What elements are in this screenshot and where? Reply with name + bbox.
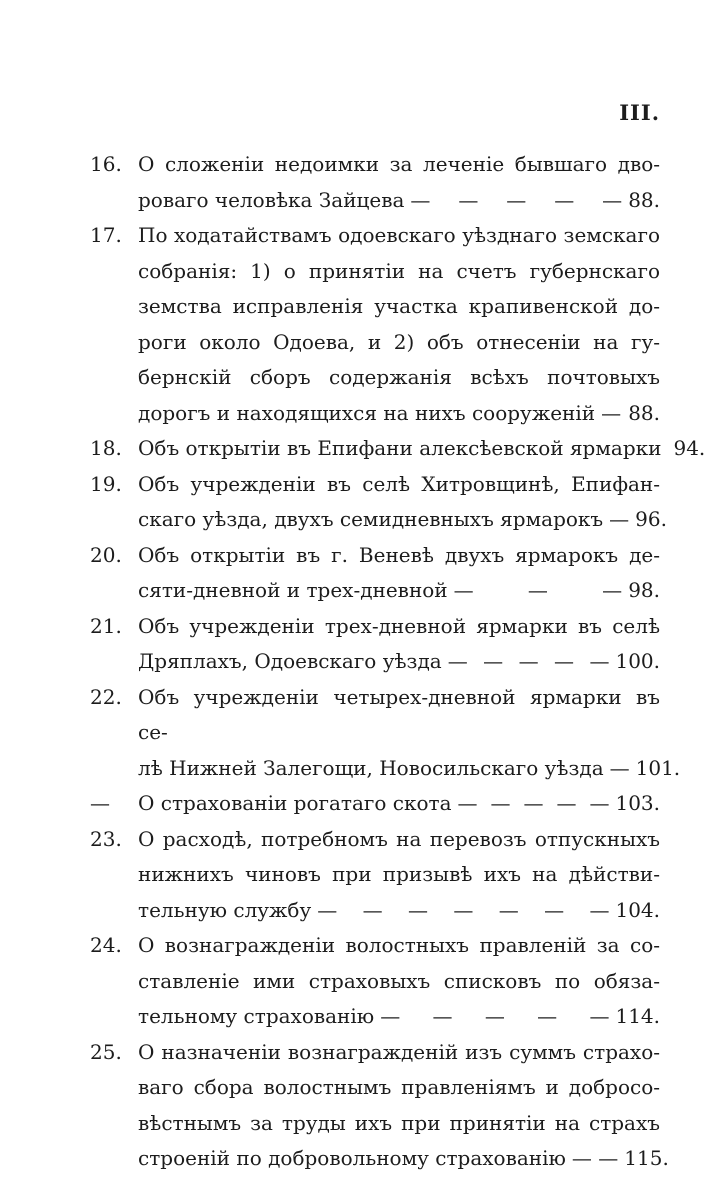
entry-text-line: лѣ Нижней Залегощи, Новосильскаго уѣзда [138, 755, 604, 780]
toc-entry [90, 467, 667, 538]
toc-entry [90, 538, 660, 609]
toc-entry [90, 609, 660, 680]
toc-entry [90, 822, 660, 929]
toc-entry [90, 786, 660, 822]
toc-entry [90, 1035, 669, 1177]
entry-page-number: 104. [615, 897, 660, 922]
entry-number: 23. [90, 826, 122, 851]
entry-page-number: 96. [635, 507, 667, 531]
toc-entry [90, 928, 660, 1035]
table-of-contents [90, 147, 705, 1177]
entry-number: 17. [90, 223, 122, 247]
entry-page-number: 103. [615, 791, 660, 815]
entry-text-line: бернскій сборъ содержанія всѣхъ почтовыхъ [138, 365, 660, 389]
entry-number: 16. [90, 152, 122, 176]
entry-page-number: 115. [624, 1146, 669, 1170]
entry-text-line: Объ открытіи въ Епифани алексѣевской ярмарки [138, 436, 662, 460]
entry-text-line: Объ открытіи въ г. Веневѣ двухъ ярмарокъ де- [138, 542, 660, 567]
entry-number: 24. [90, 933, 122, 957]
entry-page-number: 94. [673, 436, 705, 460]
entry-number: — [90, 791, 110, 815]
leader-dashes: — [601, 400, 622, 425]
entry-text-line: О назначеніи вознагражденій изъ суммъ страхо- [138, 1039, 660, 1064]
leader-dashes: — — — — — [410, 187, 623, 212]
entry-number: 18. [90, 436, 122, 460]
entry-number: 20. [90, 542, 122, 567]
toc-entry [90, 147, 660, 218]
entry-text-line: О вознагражденіи волостныхъ правленій за со- [138, 933, 660, 957]
toc-entry [90, 431, 705, 467]
leader-dashes: — — [571, 1146, 619, 1170]
entry-text-line: По ходатайствамъ одоевскаго уѣзднаго земскаго [138, 223, 660, 247]
entry-page-number: 101. [635, 755, 681, 780]
entry-text-line: скаго уѣзда, двухъ семидневныхъ ярмарокъ [138, 507, 604, 531]
entry-text-line: Объ учрежденіи четырех-дневной ярмарки въ се- [138, 684, 660, 744]
leader-dashes: — — — [453, 578, 623, 602]
leader-dashes: — — — — — [380, 1004, 610, 1028]
leader-dashes: — — — — — [447, 649, 610, 673]
entry-number: 21. [90, 613, 122, 638]
entry-text-line: Объ учрежденіи трех-дневной ярмарки въ селѣ [138, 613, 660, 638]
entry-page-number: 88. [628, 400, 660, 425]
leader-dashes: — — — — — — — [317, 897, 610, 922]
entry-text-line: дорогъ и находящихся на нихъ сооруженій [138, 400, 596, 425]
entry-number: 25. [90, 1039, 122, 1064]
entry-number: 19. [90, 471, 122, 496]
entry-page-number: 98. [628, 578, 660, 602]
entry-text-line: роваго человѣка Зайцева [138, 187, 405, 212]
entry-text-line: тельному страхованію [138, 1004, 375, 1028]
toc-entry [90, 218, 660, 431]
entry-text-line: О сложеніи недоимки за леченіе бывшаго дво- [138, 152, 660, 176]
entry-text-line: Объ учрежденіи въ селѣ Хитровщинѣ, Епифан- [138, 471, 660, 496]
entry-page-number: 114. [615, 1004, 660, 1028]
entry-text-line: ставленіе ими страховыхъ списковъ по обяза- [138, 968, 660, 993]
entry-text-line: вѣстнымъ за труды ихъ при принятіи на страхъ [138, 1110, 660, 1135]
page-number: III. [619, 100, 660, 125]
entry-text-line: сяти-дневной и трех-дневной [138, 578, 448, 602]
entry-text-line: строеній по добровольному страхованію [138, 1146, 566, 1170]
entry-text-line: ваго сбора волостнымъ правленіямъ и добросо- [138, 1075, 660, 1099]
entry-page-number: 88. [628, 187, 660, 212]
entry-text-line: О расходѣ, потребномъ на перевозъ отпускныхъ [138, 826, 660, 851]
toc-entry [90, 680, 681, 787]
entry-text-line: земства исправленія участка крапивенской до- [138, 294, 660, 318]
entry-text-line: О страхованіи рогатаго скота [138, 791, 452, 815]
entry-text-line: собранія: 1) о принятіи на счетъ губернскаго [138, 258, 660, 283]
leader-dashes: — [609, 507, 630, 531]
leader-dashes: — [609, 755, 630, 780]
entry-number: 22. [90, 684, 122, 709]
entry-text-line: нижнихъ чиновъ при призывѣ ихъ на дѣйстви- [138, 862, 660, 886]
entry-text-line: Дряплахъ, Одоевскаго уѣзда [138, 649, 442, 673]
leader-dashes: — — — — — [457, 791, 610, 815]
entry-text-line: роги около Одоева, и 2) объ отнесеніи на гу- [138, 329, 660, 354]
entry-page-number: 100. [615, 649, 660, 673]
entry-text-line: тельную службу [138, 897, 312, 922]
